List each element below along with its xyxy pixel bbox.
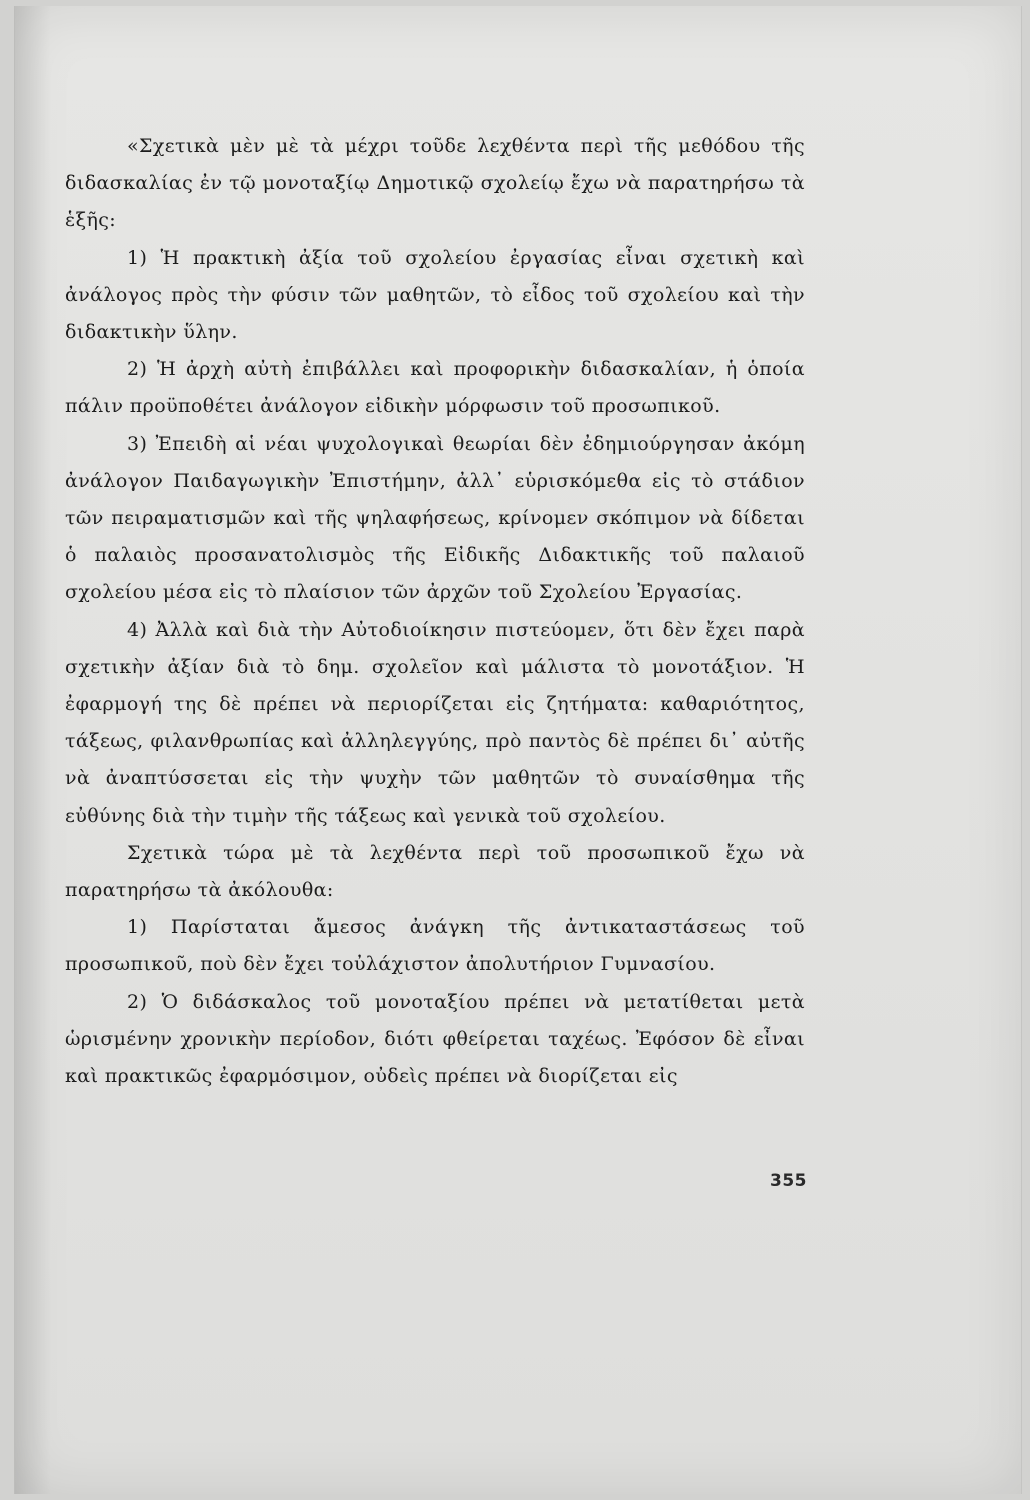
paragraph-point-4: 4) Ἀλλὰ καὶ διὰ τὴν Αὐτοδιοίκησιν πιστεύομεν, ὅτι δὲν ἔχει παρὰ σχετικὴν ἀξίαν διὰ τὸ δημ. σχολεῖον καὶ μάλιστα τὸ μονοτάξιον. Ἡ ἐφαρμογή της δὲ πρέπει νὰ περιορίζεται εἰς ζητήματα: καθαριότητος, τάξεως, φιλανθρωπίας καὶ ἀλληλεγγύης, πρὸ παντὸς δὲ πρέπει δι᾽ αὐτῆς νὰ ἀναπτύσσεται εἰς τὴν ψυχὴν τῶν μαθητῶν τὸ συναίσθημα τῆς εὐθύνης διὰ τὴν τιμὴν τῆς τάξεως καὶ γενικὰ τοῦ σχολείου. <box>65 618 805 827</box>
paragraph-intro: «Σχετικὰ μὲν μὲ τὰ μέχρι τοῦδε λεχθέντα περὶ τῆς μεθόδου τῆς διδασκαλίας ἐν τῷ μονοταξίῳ Δημοτικῷ σχολείῳ ἔχω νὰ παρατηρήσω τὰ ἑξῆς: <box>65 135 805 232</box>
paragraph-point-1: 1) Ἡ πρακτικὴ ἀξία τοῦ σχολείου ἐργασίας εἶναι σχετικὴ καὶ ἀνάλογος πρὸς τὴν φύσιν τῶν μαθητῶν, τὸ εἶδος τοῦ σχολείου καὶ τὴν διδακτικὴν ὕλην. <box>65 246 805 344</box>
book-page <box>14 6 1022 1494</box>
paragraph-point-3: 3) Ἐπειδὴ αἱ νέαι ψυχολογικαὶ θεωρίαι δὲν ἐδημιούργησαν ἀκόμη ἀνάλογον Παιδαγωγικὴν Ἐπιστήμην, ἀλλ᾽ εὑρισκόμεθα εἰς τὸ στάδιον τῶν πειραματισμῶν καὶ τῆς ψηλαφήσεως, κρίνομεν σκόπιμον νὰ δίδεται ὁ παλαιὸς προσανατολισμὸς τῆς Εἰδικῆς Διδακτικῆς τοῦ παλαιοῦ σχολείου μέσα εἰς τὸ πλαίσιον τῶν ἀρχῶν τοῦ Σχολείου Ἐργασίας. <box>65 432 805 604</box>
paragraph-staff-point-2: 2) Ὁ διδάσκαλος τοῦ μονοταξίου πρέπει νὰ μετατίθεται μετὰ ὡρισμένην χρονικὴν περίοδον, διότι φθείρεται ταχέως. Ἐφόσον δὲ εἶναι καὶ πρακτικῶς ἐφαρμόσιμον, οὐδεὶς πρέπει νὰ διορίζεται εἰς <box>65 990 805 1088</box>
paragraph-point-2: 2) Ἡ ἀρχὴ αὐτὴ ἐπιβάλλει καὶ προφορικὴν διδασκαλίαν, ἡ ὁποία πάλιν προϋποθέτει ἀνάλογον εἰδικὴν μόρφωσιν τοῦ προσωπικοῦ. <box>65 358 805 418</box>
page-binding-shadow <box>15 6 51 1494</box>
page-number: 355 <box>770 1171 807 1191</box>
body-text <box>65 128 805 1095</box>
paragraph-staff-point-1: 1) Παρίσταται ἄμεσος ἀνάγκη τῆς ἀντικαταστάσεως τοῦ προσωπικοῦ, ποὺ δὲν ἔχει τοὐλάχιστον ἀπολυτήριον Γυμνασίου. <box>65 916 805 976</box>
paragraph-staff-intro: Σχετικὰ τώρα μὲ τὰ λεχθέντα περὶ τοῦ προσωπικοῦ ἔχω νὰ παρατηρήσω τὰ ἀκόλουθα: <box>65 841 805 902</box>
